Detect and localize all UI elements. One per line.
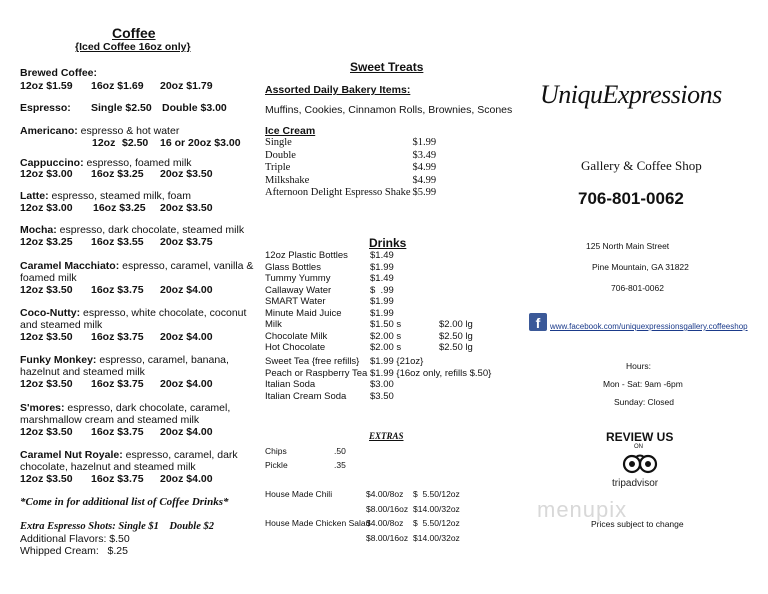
icecream-name: Afternoon Delight Espresso Shake (265, 187, 411, 198)
drink-row (265, 331, 515, 343)
smores-name: S'mores: (20, 402, 65, 414)
menupix-watermark: menupix (537, 497, 628, 522)
drink-price: $1.49 (370, 250, 394, 261)
mocha-12oz: 12oz $3.25 (20, 236, 73, 248)
prices-note: Prices subject to change (591, 519, 684, 529)
drink-price: $1.99 {16oz only, refills $.50} (370, 367, 492, 379)
drink-row (265, 379, 515, 391)
caramel-desc1: espresso, caramel, vanilla & (119, 260, 254, 272)
icecream-row (265, 150, 436, 163)
drink-row (265, 391, 515, 403)
extras-title: EXTRAS (369, 431, 404, 441)
drink-price-large: $2.50 lg (439, 330, 473, 342)
bakery-title: Assorted Daily Bakery Items: (265, 84, 411, 96)
latte-name: Latte: (20, 190, 49, 202)
icecream-name: Triple (265, 162, 291, 173)
drink-price: $3.00 (370, 379, 394, 390)
coconutty-12oz: 12oz $3.50 (20, 331, 73, 343)
icecream-price: $5.99 (412, 187, 437, 198)
coconutty-16oz: 16oz $3.75 (91, 331, 144, 343)
drink-name: Hot Chocolate (265, 342, 326, 353)
drink-price: $1.99 {21oz} (370, 356, 424, 367)
extra-shots: Extra Espresso Shots: Single $1 Double $2 (20, 521, 214, 532)
icecream-table (265, 137, 436, 200)
funky-12oz: 12oz $3.50 (20, 378, 73, 390)
hours-title: Hours: (626, 361, 652, 371)
smores-desc2: marshmallow cream and steamed milk (20, 414, 200, 426)
cappuccino-12oz: 12oz $3.00 (20, 168, 73, 180)
hours-weekdays: Mon - Sat: 9am -6pm (603, 379, 683, 389)
coffee-subtitle: {Iced Coffee 16oz only} (75, 41, 191, 53)
coconutty-20oz: 20oz $4.00 (160, 331, 213, 343)
nutroyale-desc2: chocolate, hazelnut and steamed milk (20, 461, 196, 473)
cappuccino-16oz: 16oz $3.25 (91, 168, 144, 180)
drink-price: $1.99 (370, 296, 394, 307)
drink-row (265, 356, 515, 368)
mocha-line (20, 224, 244, 237)
icecream-price: $1.99 (412, 137, 437, 148)
smores-line1 (20, 402, 230, 415)
coconutty-line1 (20, 307, 246, 320)
chili-8oz: $4.00/8oz (366, 489, 404, 499)
drink-row (265, 296, 515, 308)
facebook-icon[interactable]: f (529, 313, 547, 331)
drink-name: Callaway Water (265, 284, 332, 296)
drink-name: Tummy Yummy (265, 273, 331, 284)
smores-16oz: 16oz $3.75 (91, 426, 144, 438)
icecream-row (265, 175, 436, 188)
drink-price: $2.00 s (370, 342, 402, 353)
additional-flavors: Additional Flavors: $.50 (20, 533, 130, 545)
drink-name: Sweet Tea {free refills} (265, 356, 360, 367)
drink-name: Glass Bottles (265, 261, 321, 273)
icecream-title: Ice Cream (265, 125, 316, 137)
drinks-list-2 (265, 356, 515, 402)
funky-16oz: 16oz $3.75 (91, 378, 144, 390)
drinks-title: Drinks (369, 236, 407, 250)
funky-line1 (20, 354, 229, 367)
drink-price: $1.99 (370, 307, 394, 319)
facebook-link[interactable]: www.facebook.com/uniquexpressionsgallery.coffeeshop (550, 322, 748, 331)
espresso-name: Espresso: (20, 102, 71, 114)
coconutty-desc2: and steamed milk (20, 319, 103, 331)
drinks-list (265, 250, 515, 354)
hours-sunday: Sunday: Closed (614, 397, 675, 407)
pickle-name: Pickle (265, 460, 288, 470)
smores-desc1: espresso, dark chocolate, caramel, (64, 402, 231, 414)
espresso-single: Single $2.50 (91, 102, 152, 114)
drink-name: Minute Maid Juice (265, 307, 342, 319)
drink-row (265, 368, 515, 380)
icecream-name: Double (265, 149, 296, 161)
drink-price: $1.49 (370, 273, 394, 284)
drink-row (265, 342, 515, 354)
chips-name: Chips (265, 446, 287, 456)
nutroyale-name: Caramel Nut Royale: (20, 449, 123, 461)
drink-row (265, 308, 515, 320)
americano-line (20, 125, 179, 138)
drink-row (265, 250, 515, 262)
chili-32oz: $14.00/32oz (413, 504, 460, 514)
caramel-line1 (20, 260, 253, 273)
americano-name: Americano: (20, 125, 78, 137)
icecream-row (265, 162, 436, 175)
drink-price: $ .99 (370, 284, 394, 296)
brewed-12oz: 12oz $1.59 (20, 80, 73, 92)
funky-desc1: espresso, caramel, banana, (96, 354, 229, 366)
drink-row (265, 262, 515, 274)
shop-phone-big: 706-801-0062 (578, 189, 684, 208)
latte-line (20, 190, 191, 203)
nutroyale-12oz: 12oz $3.50 (20, 473, 73, 485)
drink-row (265, 273, 515, 285)
tripadvisor-label[interactable]: tripadvisor (612, 478, 659, 489)
americano-desc: espresso & hot water (77, 125, 180, 137)
brewed-20oz: 20oz $1.79 (160, 80, 213, 92)
drink-name: Chocolate Milk (265, 330, 328, 342)
drink-name: Italian Soda (265, 379, 316, 390)
icecream-price: $4.99 (412, 174, 437, 186)
shop-phone: 706-801-0062 (611, 283, 664, 293)
mocha-name: Mocha: (20, 224, 57, 236)
smores-20oz: 20oz $4.00 (160, 426, 213, 438)
icecream-price: $3.49 (412, 149, 437, 161)
drink-price: $2.00 s (370, 330, 402, 342)
chili-12oz: $ 5.50/12oz (413, 489, 460, 499)
nutroyale-20oz: 20oz $4.00 (160, 473, 213, 485)
funky-20oz: 20oz $4.00 (160, 378, 213, 390)
chicken-16oz: $8.00/16oz (366, 533, 409, 543)
drink-price-large: $2.00 lg (439, 319, 473, 330)
whipped-cream: Whipped Cream: $.25 (20, 545, 128, 557)
drink-price: $3.50 (370, 390, 394, 402)
icecream-name: Milkshake (265, 174, 310, 186)
cappuccino-name: Cappuccino: (20, 157, 84, 169)
icecream-row (265, 187, 436, 200)
icecream-price: $4.99 (412, 162, 437, 173)
nutroyale-line1 (20, 449, 238, 462)
funky-desc2: hazelnut and steamed milk (20, 366, 145, 378)
americano-price: $2.50 (122, 137, 149, 149)
review-us: REVIEW US (606, 430, 674, 444)
shop-tagline: Gallery & Coffee Shop (581, 158, 702, 173)
drink-row (265, 319, 515, 331)
drink-price: $1.50 s (370, 319, 402, 330)
chili-name: House Made Chili (265, 489, 333, 499)
drink-name: Milk (265, 319, 282, 330)
coffee-title: Coffee (112, 25, 156, 41)
nutroyale-desc1: espresso, caramel, dark (122, 449, 238, 461)
americano-12oz: 12oz (92, 137, 116, 149)
caramel-desc2: foamed milk (20, 272, 77, 284)
shop-address1: 125 North Main Street (586, 241, 670, 251)
chicken-8oz: $4.00/8oz (366, 518, 404, 528)
shop-logo: UniquExpressions (540, 80, 722, 109)
brewed-16oz: 16oz $1.69 (91, 80, 144, 92)
coffee-note: *Come in for additional list of Coffee Drinks* (20, 496, 229, 508)
americano-large: 16 or 20oz $3.00 (160, 137, 241, 149)
sweet-title: Sweet Treats (350, 60, 424, 74)
caramel-16oz: 16oz $3.75 (91, 284, 144, 296)
caramel-12oz: 12oz $3.50 (20, 284, 73, 296)
review-on: ON (634, 444, 643, 450)
drink-name: Peach or Raspberry Tea (265, 367, 368, 379)
mocha-20oz: 20oz $3.75 (160, 236, 213, 248)
espresso-double: Double $3.00 (162, 102, 227, 114)
brewed-name: Brewed Coffee: (20, 67, 98, 79)
caramel-20oz: 20oz $4.00 (160, 284, 213, 296)
coconutty-name: Coco-Nutty: (20, 307, 81, 319)
latte-desc: espresso, steamed milk, foam (48, 190, 191, 202)
latte-16oz: 16oz $3.25 (93, 202, 146, 214)
nutroyale-16oz: 16oz $3.75 (91, 473, 144, 485)
icecream-row (265, 137, 436, 150)
tripadvisor-owl-icon[interactable] (622, 453, 658, 475)
drink-row (265, 285, 515, 297)
chips-price: .50 (334, 446, 346, 456)
icecream-name: Single (265, 137, 292, 148)
mocha-16oz: 16oz $3.55 (91, 236, 144, 248)
drink-price: $1.99 (370, 261, 394, 273)
caramel-name: Caramel Macchiato: (20, 260, 120, 272)
bakery-items: Muffins, Cookies, Cinnamon Rolls, Brownies, Scones (265, 104, 513, 116)
drink-name: SMART Water (265, 296, 326, 307)
funky-name: Funky Monkey: (20, 354, 97, 366)
latte-12oz: 12oz $3.00 (20, 202, 73, 214)
chili-16oz: $8.00/16oz (366, 504, 409, 514)
shop-address2: Pine Mountain, GA 31822 (592, 262, 689, 272)
chicken-12oz: $ 5.50/12oz (413, 518, 460, 528)
drink-name: 12oz Plastic Bottles (265, 250, 348, 261)
cappuccino-20oz: 20oz $3.50 (160, 168, 213, 180)
mocha-desc: espresso, dark chocolate, steamed milk (56, 224, 245, 236)
pickle-price: .35 (334, 460, 346, 470)
smores-12oz: 12oz $3.50 (20, 426, 73, 438)
cappuccino-desc: espresso, foamed milk (83, 157, 192, 169)
drink-name: Italian Cream Soda (265, 390, 347, 402)
chicken-32oz: $14.00/32oz (413, 533, 460, 543)
chicken-name: House Made Chicken Salad (265, 518, 371, 528)
coconutty-desc1: espresso, white chocolate, coconut (80, 307, 247, 319)
latte-20oz: 20oz $3.50 (160, 202, 213, 214)
drink-price-large: $2.50 lg (439, 342, 473, 353)
